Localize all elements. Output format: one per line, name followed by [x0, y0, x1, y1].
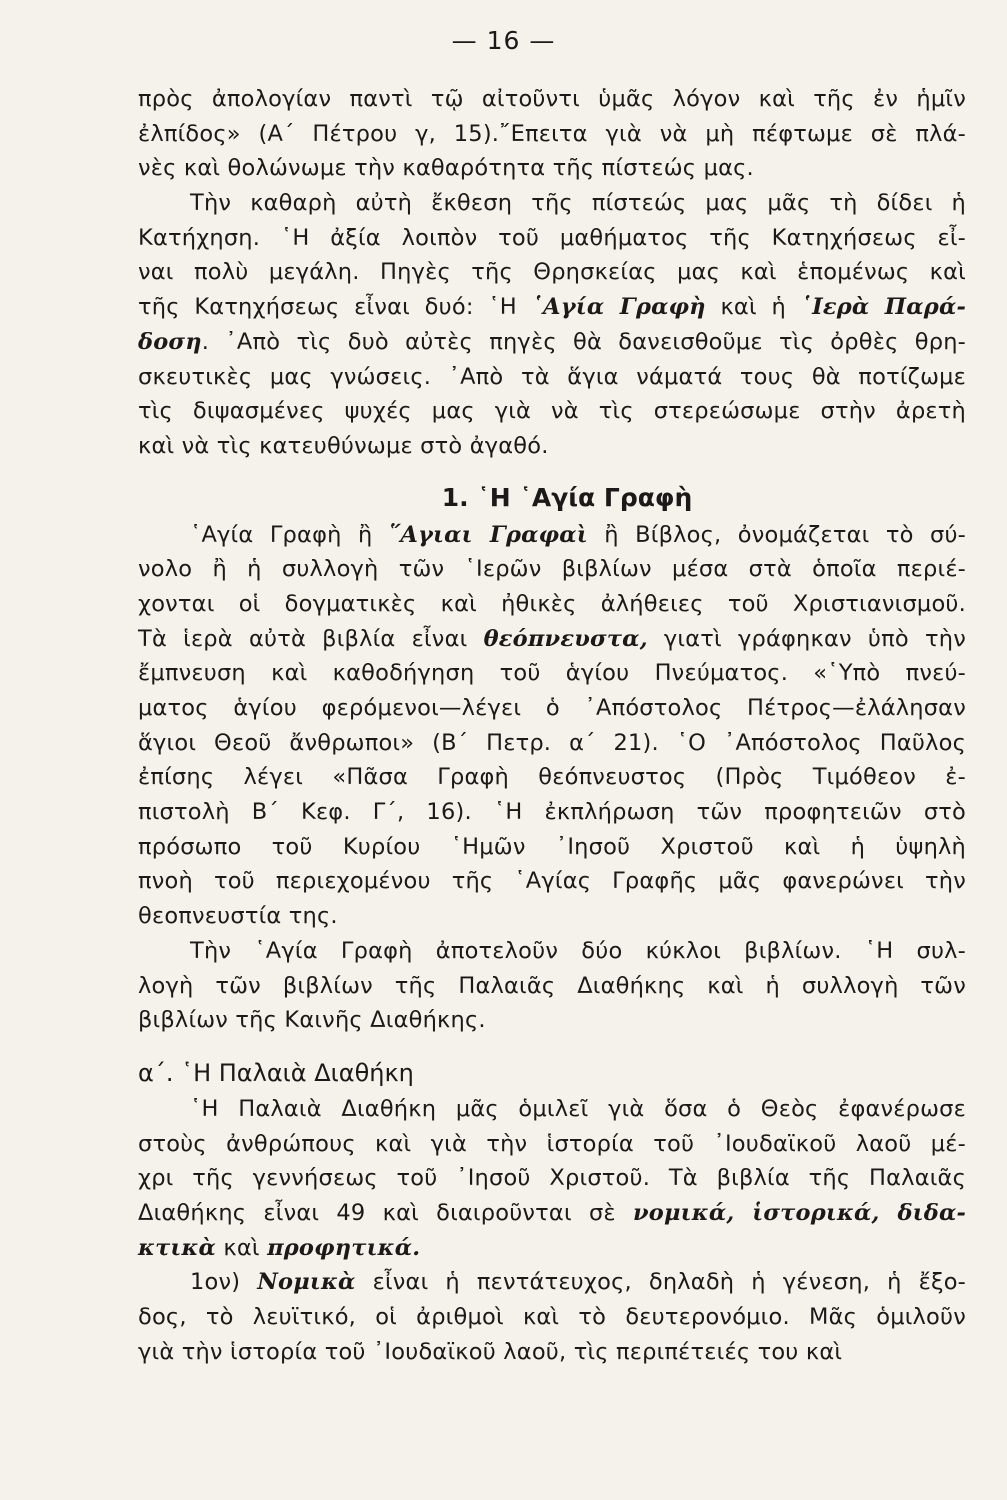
- text-line: [138, 186, 966, 221]
- text-run: Κατήχηση. ῾Η ἀξία λοιπὸν τοῦ μαθήματος τῆς Κατηχήσεως εἶ-: [138, 224, 966, 251]
- section-heading: 1. ῾Η ῾Αγία Γραφὴ: [441, 482, 693, 512]
- text-run: ἢ Βίβλος, ὀνομάζεται τὸ σύ-: [587, 521, 966, 548]
- text-run: Τὴν ῾Αγία Γραφὴ ἀποτελοῦν δύο κύκλοι βιβλίων. ῾Η συλ-: [190, 937, 966, 964]
- emphasized-text: νομικά, ἱστορικά, διδα-: [633, 1199, 966, 1226]
- text-line: [138, 969, 966, 1004]
- text-run: Τὰ ἱερὰ αὐτὰ βιβλία εἶναι: [138, 625, 484, 652]
- paragraph: [138, 518, 966, 934]
- emphasized-text: ῞Αγιαι Γραφαὶ: [388, 521, 588, 548]
- text-run: ἐλπίδος» (Α΄ Πέτρου γ, 15).῎Επειτα γιὰ νὰ μὴ πέφτωμε σὲ πλά-: [138, 120, 966, 147]
- text-line: [138, 394, 966, 429]
- text-line: [138, 726, 966, 761]
- text-run: ἐπίσης λέγει «Πᾶσα Γραφὴ θεόπνευστος (Πρὸς Τιμόθεον ἐ-: [138, 764, 966, 791]
- body-text: [138, 82, 966, 1369]
- text-line: [138, 325, 966, 360]
- text-line: [138, 1127, 966, 1162]
- emphasized-text: θεόπνευστα,: [483, 625, 648, 652]
- emphasized-text: ῾Αγία Γραφὴ: [531, 294, 706, 321]
- text-run: εἶναι ἡ πεντάτευχος, δηλαδὴ ἡ γένεση, ἡ ἔξο-: [355, 1269, 966, 1296]
- text-run: βιβλίων τῆς Καινῆς Διαθήκης.: [138, 1007, 486, 1034]
- text-line: [138, 1161, 966, 1196]
- text-run: πρόσωπο τοῦ Κυρίου ῾Ημῶν ᾿Ιησοῦ Χριστοῦ καὶ ἡ ὑψηλὴ: [138, 833, 966, 860]
- text-line: [138, 360, 966, 395]
- text-run: πνοὴ τοῦ περιεχομένου τῆς ῾Αγίας Γραφῆς μᾶς φανερώνει τὴν: [138, 868, 966, 895]
- text-line: [138, 830, 966, 865]
- text-run: ἅγιοι Θεοῦ ἄνθρωποι» (Β΄ Πετρ. α΄ 21). ῾Ο ᾿Απόστολος Παῦλος: [138, 729, 966, 756]
- paragraph: [138, 1092, 966, 1265]
- text-run: Τὴν καθαρὴ αὐτὴ ἔκθεση τῆς πίστεώς μας μᾶς τὴ δίδει ἡ: [190, 190, 966, 217]
- text-line: [138, 82, 966, 117]
- text-run: τὶς διψασμένες ψυχές μας γιὰ νὰ τὶς στερεώσωμε στὴν ἀρετὴ: [138, 398, 966, 425]
- text-run: Διαθήκης εἶναι 49 καὶ διαιροῦνται σὲ: [138, 1199, 633, 1226]
- text-run: πιστολὴ Β΄ Κεφ. Γ΄, 16). ῾Η ἐκπλήρωση τῶν προφητειῶν στὸ: [138, 799, 966, 826]
- text-run: καὶ: [216, 1234, 268, 1261]
- emphasized-text: Νομικὰ: [257, 1269, 356, 1296]
- text-line: [138, 1300, 966, 1335]
- text-line: [138, 760, 966, 795]
- text-run: ῾Η Παλαιὰ Διαθήκη μᾶς ὁμιλεῖ γιὰ ὅσα ὁ Θεὸς ἐφανέρωσε: [190, 1095, 966, 1122]
- paragraph: [138, 186, 966, 464]
- paragraph: [138, 934, 966, 1038]
- text-line: [138, 587, 966, 622]
- text-run: χρι τῆς γεννήσεως τοῦ ᾿Ιησοῦ Χριστοῦ. Τὰ βιβλία τῆς Παλαιᾶς: [138, 1165, 966, 1192]
- text-line: [138, 255, 966, 290]
- subsection-heading: α΄. ῾Η Παλαιὰ Διαθήκη: [138, 1058, 414, 1087]
- text-run: ἔμπνευση καὶ καθοδήγηση τοῦ ἁγίου Πνεύματος. «῾Υπὸ πνεύ-: [138, 660, 966, 687]
- text-run: ναι πολὺ μεγάλη. Πηγὲς τῆς Θρησκείας μας καὶ ἑπομένως καὶ: [138, 259, 966, 286]
- text-run: δος, τὸ λευϊτικό, οἱ ἀριθμοὶ καὶ τὸ δευτερονόμιο. Μᾶς ὁμιλοῦν: [138, 1304, 966, 1330]
- text-line: [138, 1003, 966, 1038]
- text-run: ῾Αγία Γραφὴ ἢ: [190, 521, 389, 548]
- text-line: [138, 429, 966, 464]
- text-run: γιατὶ γράφηκαν ὑπὸ τὴν: [647, 625, 966, 652]
- text-run: χονται οἱ δογματικὲς καὶ ἠθικὲς ἀλήθειες τοῦ Χριστιανισμοῦ.: [138, 590, 966, 617]
- text-line: [138, 221, 966, 256]
- text-line: [138, 656, 966, 691]
- text-run: στοὺς ἀνθρώπους καὶ γιὰ τὴν ἱστορία τοῦ ᾿Ιουδαϊκοῦ λαοῦ μέ-: [138, 1130, 966, 1157]
- paragraph: [138, 1265, 966, 1369]
- text-line: [138, 151, 966, 186]
- text-run: καὶ ἡ: [705, 294, 801, 321]
- text-line: [138, 864, 966, 899]
- text-line: [138, 117, 966, 152]
- text-run: νὲς καὶ θολώνωμε τὴν καθαρότητα τῆς πίστεώς μας.: [138, 155, 754, 182]
- text-run: καὶ νὰ τὶς κατευθύνωμε στὸ ἀγαθό.: [138, 432, 549, 459]
- text-line: [138, 1231, 966, 1266]
- text-line: [138, 552, 966, 587]
- text-line: [138, 1092, 966, 1127]
- text-run: θεοπνευστία της.: [138, 903, 338, 930]
- text-line: [138, 622, 966, 657]
- text-line: [138, 290, 966, 325]
- text-line: [138, 518, 966, 553]
- text-run: νολο ἢ ἡ συλλογὴ τῶν ῾Ιερῶν βιβλίων μέσα στὰ ὁποῖα περιέ-: [138, 556, 966, 583]
- text-line: [138, 934, 966, 969]
- text-line: [138, 691, 966, 726]
- text-run: λογὴ τῶν βιβλίων τῆς Παλαιᾶς Διαθήκης καὶ ἡ συλλογὴ τῶν: [138, 972, 966, 999]
- text-run: . ᾿Απὸ τὶς δυὸ αὐτὲς πηγὲς θὰ δανεισθοῦμε τὶς ὀρθὲς θρη-: [201, 328, 966, 355]
- paragraph: [138, 82, 966, 186]
- text-line: [138, 1265, 966, 1300]
- text-run: τῆς Κατηχήσεως εἶναι δυό: ῾Η: [138, 294, 532, 321]
- text-line: [138, 795, 966, 830]
- text-run: σκευτικὲς μας γνώσεις. ᾿Απὸ τὰ ἅγια νάματά τους θὰ ποτίζωμε: [138, 363, 966, 390]
- text-line: [138, 1335, 966, 1370]
- text-run: 1ον): [190, 1269, 258, 1296]
- emphasized-text: ῾Ιερὰ Παρά-: [800, 294, 966, 321]
- text-run: γιὰ τὴν ἱστορία τοῦ ᾿Ιουδαϊκοῦ λαοῦ, τὶς περιπέτειές του καὶ: [138, 1338, 843, 1365]
- text-line: [138, 899, 966, 934]
- emphasized-text: προφητικά.: [267, 1234, 421, 1261]
- text-line: [138, 1196, 966, 1231]
- emphasized-text: κτικὰ: [138, 1234, 217, 1261]
- text-run: ματος ἁγίου φερόμενοι—λέγει ὁ ᾿Απόστολος Πέτρος—ἐλάλησαν: [138, 695, 966, 721]
- page-number: — 16 —: [451, 26, 556, 55]
- emphasized-text: δοση: [138, 328, 202, 355]
- text-run: πρὸς ἀπολογίαν παντὶ τῷ αἰτοῦντι ὑμᾶς λόγον καὶ τῆς ἐν ἡμῖν: [138, 86, 966, 112]
